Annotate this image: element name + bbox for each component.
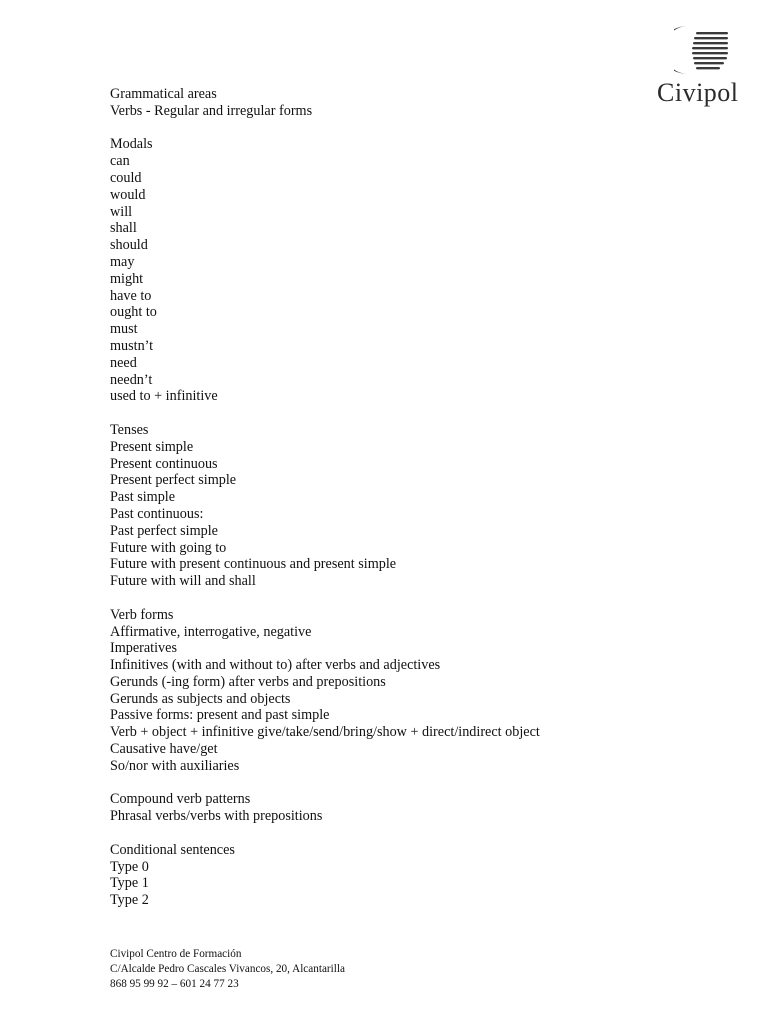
- footer-name: Civipol Centro de Formación: [110, 948, 242, 960]
- list-item: Past simple: [110, 489, 176, 506]
- civipol-logo: [648, 22, 758, 106]
- list-item: ought to: [110, 304, 157, 321]
- logo-text: Civipol: [657, 78, 739, 107]
- section-spacer: [110, 775, 540, 792]
- list-item: mustn’t: [110, 337, 154, 354]
- section-heading: Modals: [110, 136, 153, 153]
- list-item: Future with going to: [110, 539, 227, 556]
- list-item: Future with present continuous and present simple: [110, 556, 397, 573]
- section-spacer: [110, 405, 540, 422]
- footer: [110, 947, 345, 992]
- list-item: Gerunds as subjects and objects: [110, 690, 291, 707]
- section-spacer: [110, 590, 540, 607]
- section-heading: Conditional sentences: [110, 841, 235, 858]
- list-item: Past continuous:: [110, 505, 204, 522]
- list-item: might: [110, 270, 144, 287]
- list-item: So/nor with auxiliaries: [110, 757, 240, 774]
- list-item: shall: [110, 220, 137, 237]
- list-item: need: [110, 354, 137, 371]
- list-item: have to: [110, 287, 152, 304]
- list-item: Phrasal verbs/verbs with prepositions: [110, 808, 323, 825]
- footer-phones: 868 95 99 92 – 601 24 77 23: [110, 978, 239, 990]
- list-item: Type 1: [110, 875, 149, 892]
- list-item: Gerunds (-ing form) after verbs and prepositions: [110, 673, 386, 690]
- list-item: Future with will and shall: [110, 573, 256, 590]
- list-item: may: [110, 253, 135, 270]
- civipol-emblem-icon: [674, 22, 734, 78]
- section-spacer: [110, 120, 540, 137]
- section-heading: Verb forms: [110, 606, 174, 623]
- list-item: Passive forms: present and past simple: [110, 707, 330, 724]
- list-item: Present simple: [110, 438, 194, 455]
- list-item: Verb + object + infinitive give/take/send/bring/show + direct/indirect object: [110, 724, 540, 741]
- list-item: Causative have/get: [110, 741, 218, 758]
- list-item: used to + infinitive: [110, 388, 218, 405]
- list-item: Present perfect simple: [110, 472, 237, 489]
- list-item: Present continuous: [110, 455, 218, 472]
- list-item: can: [110, 153, 130, 170]
- list-item: Affirmative, interrogative, negative: [110, 623, 312, 640]
- section-heading: Tenses: [110, 421, 149, 438]
- list-item: would: [110, 186, 146, 203]
- footer-address: C/Alcalde Pedro Cascales Vivancos, 20, Alcantarilla: [110, 963, 345, 975]
- section-heading: Compound verb patterns: [110, 791, 251, 808]
- list-item: Imperatives: [110, 640, 177, 657]
- section-spacer: [110, 825, 540, 842]
- list-item: Verbs - Regular and irregular forms: [110, 102, 313, 119]
- list-item: Past perfect simple: [110, 522, 218, 539]
- list-item: Infinitives (with and without to) after verbs and adjectives: [110, 657, 441, 674]
- list-item: needn’t: [110, 371, 153, 388]
- section-heading: Grammatical areas: [110, 86, 217, 102]
- list-item: Type 0: [110, 858, 149, 875]
- list-item: should: [110, 237, 148, 254]
- list-item: Type 2: [110, 892, 149, 909]
- document-body: [110, 86, 540, 909]
- list-item: could: [110, 169, 142, 186]
- list-item: will: [110, 203, 133, 220]
- list-item: must: [110, 321, 138, 338]
